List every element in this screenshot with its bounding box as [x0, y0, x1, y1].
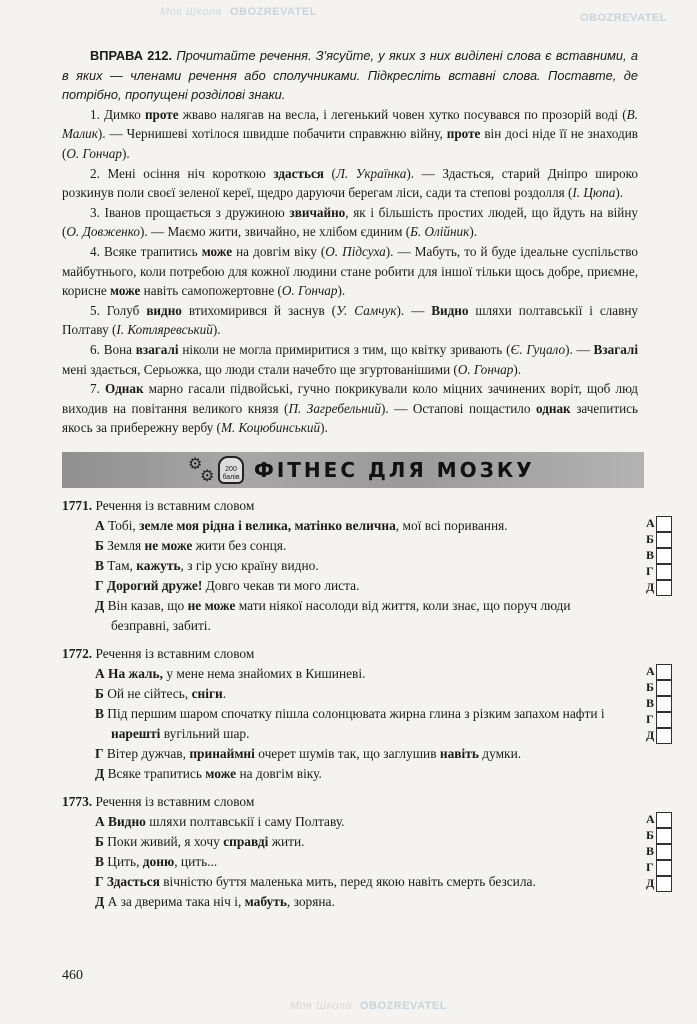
highlighted-word: Б — [95, 685, 108, 701]
answer-letter: А — [646, 664, 655, 679]
highlighted-word: Г — [95, 873, 107, 889]
text-segment: Вітер дужчав, — [106, 745, 190, 761]
highlighted-word: може — [110, 283, 141, 299]
text-segment: Прочитайте речення. З'ясуйте, у яких з них виділені слова є вставними, а в яких — членами речення або сполучниками. Підкресліть вставні слова. Поставте, де потрібно, пропущені розділові знаки. — [62, 48, 638, 103]
text-segment: 4. Всяке трапитись — [90, 243, 202, 259]
question-prompt: Речення із вставним словом — [95, 497, 255, 513]
text-segment: Земля — [107, 537, 145, 553]
answer-letter: Д — [646, 876, 655, 891]
answer-letter: Б — [646, 532, 654, 547]
answer-option — [95, 596, 631, 636]
text-segment: ). — [320, 420, 328, 436]
text-segment: жити. — [268, 833, 305, 849]
highlighted-word: видно — [146, 302, 182, 318]
answer-letter: Г — [646, 564, 654, 579]
author-citation: П. Загребельний — [288, 400, 381, 416]
answer-row — [646, 516, 676, 532]
text-segment: вічністю буття маленька мить, перед якою навіть смерть безсила. — [159, 873, 536, 889]
highlighted-word: Видно — [431, 302, 469, 318]
text-segment: втихомирився й заснув ( — [181, 302, 337, 318]
text-segment: , цить... — [174, 853, 218, 869]
question-header — [62, 644, 644, 664]
text-segment: Під першим шаром спочатку пішла солонцювата жирна глина з різким запахом нафти і — [107, 705, 605, 721]
highlighted-word: доню — [142, 853, 175, 869]
answer-checkbox[interactable] — [656, 580, 672, 596]
text-segment: ). — Остапові пощастило — [380, 400, 536, 416]
highlighted-word: Здасться — [106, 873, 160, 889]
answer-checkbox[interactable] — [656, 828, 672, 844]
text-segment: Він казав, що — [107, 597, 188, 613]
highlighted-word: А — [95, 665, 109, 681]
highlighted-word: Г — [95, 745, 107, 761]
answer-checkbox[interactable] — [656, 844, 672, 860]
highlighted-word: навіть — [439, 745, 479, 761]
text-segment: він досі ніде її не знаходив ( — [62, 126, 638, 161]
text-segment: мати ніякої насолоди від життя, коли знає, що поруч люди безправні, забиті. — [111, 597, 571, 633]
text-segment: мені здається, Серьожка, що люди стали начебто ще згуртованішими ( — [62, 361, 458, 377]
highlighted-word: Дорогий друже! — [106, 577, 203, 593]
gear-icon: ⚙ — [188, 455, 203, 473]
highlighted-word: А — [95, 813, 109, 829]
author-citation: О. Гончар — [457, 361, 514, 377]
page-number: 460 — [62, 967, 83, 983]
answer-option — [95, 516, 631, 536]
answer-checkbox[interactable] — [656, 532, 672, 548]
answer-row — [646, 812, 676, 828]
text-segment: ). — [212, 322, 221, 338]
answer-row — [646, 532, 676, 548]
answer-letter: Г — [646, 860, 654, 875]
answer-checkbox[interactable] — [656, 812, 672, 828]
answer-checkbox[interactable] — [656, 696, 672, 712]
watermark: OBOZREVATEL — [230, 6, 317, 18]
text-segment: ніколи не могла примиритися з тим, що квітку зривають ( — [178, 341, 511, 357]
text-segment: 1. Димко — [90, 106, 145, 122]
text-segment: жити без сонця. — [192, 537, 287, 553]
highlighted-word: На жаль, — [108, 665, 163, 681]
answer-letter: А — [646, 516, 655, 531]
highlighted-word: Г — [95, 577, 107, 593]
text-segment: ). — [615, 185, 624, 201]
exercise-sentence — [62, 379, 638, 438]
text-segment: 7. — [90, 381, 106, 397]
text-segment: , зоряна. — [286, 893, 335, 909]
exercise-sentence — [62, 164, 638, 203]
text-segment: вугільний шар. — [160, 725, 250, 741]
text-segment: Там, — [107, 557, 137, 573]
answer-option — [95, 892, 631, 912]
question-header — [62, 792, 644, 812]
answer-row — [646, 548, 676, 564]
highlighted-word: проте — [446, 126, 481, 142]
author-citation: О. Гончар — [66, 145, 122, 161]
text-segment: очерет шумів так, що заглушив — [254, 745, 440, 761]
highlighted-word: мабуть — [244, 893, 287, 909]
answer-letter: Г — [646, 712, 654, 727]
answer-letter: Д — [646, 580, 655, 595]
exercise-sentence — [62, 105, 638, 164]
text-segment: на довгім віку. — [236, 765, 322, 781]
answer-option — [95, 812, 631, 832]
exercise-sentence — [62, 203, 638, 242]
question-prompt: Речення із вставним словом — [95, 645, 255, 661]
banner-title: ФІТНЕС ДЛЯ МОЗКУ — [254, 457, 535, 482]
exercise-sentence — [62, 242, 638, 301]
answer-checkbox[interactable] — [656, 712, 672, 728]
text-segment: шляхи полтавськії і славну Полтаву ( — [62, 302, 638, 338]
answer-letter: А — [646, 812, 655, 827]
highlighted-word: Д — [95, 893, 108, 909]
question-number: 1771. — [62, 497, 93, 513]
text-segment: марно гасали підвойські, гучно покрикували коло міцних зачинених воріт, щоб люд виходив на повітання великого князя ( — [62, 381, 638, 416]
answer-letter: Д — [646, 728, 655, 743]
exercise-sentence — [62, 340, 638, 379]
answer-checkbox[interactable] — [656, 728, 672, 744]
answer-option — [95, 852, 631, 872]
exercise-task — [62, 46, 638, 105]
answer-option — [95, 704, 631, 744]
text-segment: ). — [469, 224, 478, 240]
answer-checkbox[interactable] — [656, 564, 672, 580]
answer-row — [646, 580, 676, 596]
text-segment: ). — Здасться, старий Дніпро широко розкинув поли своєї зеленої кереї, щедро даруючи берегам ліси, сади та степові роздолля ( — [62, 165, 638, 201]
text-segment: ). — — [565, 341, 594, 357]
question-header — [62, 496, 644, 516]
highlighted-word: здасться — [273, 165, 324, 181]
question-1771 — [62, 496, 655, 636]
highlighted-word: звичайно — [289, 204, 346, 220]
highlighted-word: кажуть — [136, 557, 181, 573]
answer-row — [646, 860, 676, 876]
answer-checkbox[interactable] — [656, 548, 672, 564]
question-number: 1773. — [62, 793, 93, 809]
answer-option — [95, 664, 631, 684]
highlighted-word: В — [95, 705, 108, 721]
highlighted-word: Взагалі — [593, 341, 638, 357]
highlighted-word: Б — [95, 537, 108, 553]
answer-row — [646, 844, 676, 860]
answer-option — [95, 764, 631, 784]
text-segment: Довго чекав ти мого листа. — [202, 577, 360, 593]
question-number: 1772. — [62, 645, 93, 661]
text-segment: ). — Чернишеві хотілося швидше побачити справжню війну, — [97, 126, 447, 142]
answer-boxes — [646, 516, 676, 596]
answer-checkbox[interactable] — [656, 664, 672, 680]
text-segment: Цить, — [107, 853, 143, 869]
highlighted-word: ВПРАВА 212. — [90, 48, 177, 63]
highlighted-word: В — [95, 557, 108, 573]
watermark: Моя Школа — [290, 1000, 352, 1012]
text-segment: ). — [513, 361, 522, 377]
answer-boxes — [646, 812, 676, 892]
highlighted-word: не може — [187, 597, 236, 613]
text-segment: зачепитись якось за прибережну вербу ( — [62, 400, 639, 436]
answer-letter: В — [646, 696, 655, 711]
text-segment: 2. Мені осіння ніч короткою — [90, 165, 274, 181]
text-segment: Ой не сійтесь, — [107, 685, 192, 701]
highlighted-word: однак — [535, 400, 571, 416]
highlighted-word: справді — [223, 833, 269, 849]
text-segment: ). — [121, 145, 130, 161]
highlighted-word: Однак — [105, 381, 144, 397]
answer-row — [646, 728, 676, 744]
highlighted-word: В — [95, 853, 108, 869]
author-citation: М. Коцюбинський — [220, 420, 321, 436]
answer-checkbox[interactable] — [656, 680, 672, 696]
highlighted-word: Б — [95, 833, 108, 849]
answer-option — [95, 556, 631, 576]
answer-letter: В — [646, 844, 655, 859]
page-content — [62, 46, 655, 984]
question-1772 — [62, 644, 655, 784]
answer-checkbox[interactable] — [656, 516, 672, 532]
answer-row — [646, 876, 676, 892]
answer-checkbox[interactable] — [656, 876, 672, 892]
author-citation: І. Котляревський — [116, 322, 213, 338]
text-segment: 6. Вона — [90, 341, 136, 357]
highlighted-word: не може — [144, 537, 193, 553]
answer-row — [646, 828, 676, 844]
answer-row — [646, 696, 676, 712]
highlighted-word: сніги — [191, 685, 223, 701]
text-segment: ). — Мабуть, то й буде ідеальне суспільство майбутнього, коли потребою для кожної людини стане робити для іншої тільки щось добре, приємне, корисне — [62, 243, 638, 299]
author-citation: В. Малик — [62, 106, 638, 142]
watermark: OBOZREVATEL — [580, 12, 667, 24]
author-citation: Є. Гуцало — [510, 341, 566, 357]
highlighted-word: нарешті — [111, 725, 161, 741]
highlighted-word: може — [205, 765, 237, 781]
text-segment: , мої всі поривання. — [395, 517, 508, 533]
answer-option — [95, 536, 631, 556]
text-segment: жваво налягав на весла, і легенький човен хутко посувався по прозорій воді ( — [178, 106, 627, 122]
fitness-banner — [62, 452, 644, 488]
answer-option — [95, 744, 631, 764]
answer-option — [95, 832, 631, 852]
answer-checkbox[interactable] — [656, 860, 672, 876]
text-segment: 5. Голуб — [90, 302, 147, 318]
answer-option — [95, 872, 631, 892]
highlighted-word: Д — [95, 597, 108, 613]
highlighted-word: земле моя рідна і велика, матінко велична — [139, 517, 396, 533]
answer-row — [646, 564, 676, 580]
answer-row — [646, 712, 676, 728]
text-segment: Поки живий, я хочу — [107, 833, 224, 849]
answer-row — [646, 680, 676, 696]
author-citation: Л. Українка — [335, 165, 407, 181]
text-segment: 3. Іванов прощається з дружиною — [90, 204, 290, 220]
gear-icon: ⚙ — [200, 467, 215, 485]
highlighted-word: А — [95, 517, 109, 533]
answer-row — [646, 664, 676, 680]
answer-option — [95, 576, 631, 596]
highlighted-word: принаймні — [189, 745, 255, 761]
author-citation: Б. Олійник — [410, 224, 470, 240]
highlighted-word: може — [201, 243, 233, 259]
author-citation: І. Цюпа — [572, 185, 616, 201]
text-segment: ). — [337, 283, 346, 299]
watermark: OBOZREVATEL — [360, 1000, 447, 1012]
kettlebell-icon: 200 балів — [218, 456, 244, 484]
watermark: Моя Школа — [160, 6, 222, 18]
text-segment: ( — [323, 165, 336, 181]
highlighted-word: Видно — [108, 813, 146, 829]
text-segment: у мене нема знайомих в Кишиневі. — [162, 665, 366, 681]
highlighted-word: взагалі — [135, 341, 179, 357]
author-citation: О. Довженко — [66, 224, 140, 240]
text-segment: А за дверима така ніч і, — [107, 893, 245, 909]
text-segment: ). — — [396, 302, 432, 318]
text-segment: шляхи полтавськії і саму Полтаву. — [145, 813, 345, 829]
answer-letter: Б — [646, 680, 654, 695]
answer-letter: В — [646, 548, 655, 563]
text-segment: думки. — [478, 745, 522, 761]
question-prompt: Речення із вставним словом — [95, 793, 255, 809]
text-segment: . — [222, 685, 227, 701]
answer-option — [95, 684, 631, 704]
text-segment: , як і більшість простих людей, що йдуть на війну ( — [62, 204, 638, 240]
text-segment: навіть самопожертовне ( — [140, 283, 282, 299]
question-1773 — [62, 792, 655, 912]
text-segment: Всяке трапитись — [107, 765, 206, 781]
text-segment: ). — Маємо жити, звичайно, не хлібом єдиним ( — [139, 224, 411, 240]
exercise-212 — [62, 46, 638, 438]
author-citation: У. Самчук — [336, 302, 397, 318]
text-segment: на довгім віку ( — [232, 243, 326, 259]
highlighted-word: проте — [144, 106, 179, 122]
exercise-sentence — [62, 301, 638, 340]
text-segment: Тобі, — [108, 517, 140, 533]
answer-boxes — [646, 664, 676, 744]
highlighted-word: Д — [95, 765, 108, 781]
answer-letter: Б — [646, 828, 654, 843]
author-citation: О. Гончар — [281, 283, 338, 299]
author-citation: О. Підсуха — [325, 243, 386, 259]
text-segment: , з гір усю країну видно. — [180, 557, 319, 573]
